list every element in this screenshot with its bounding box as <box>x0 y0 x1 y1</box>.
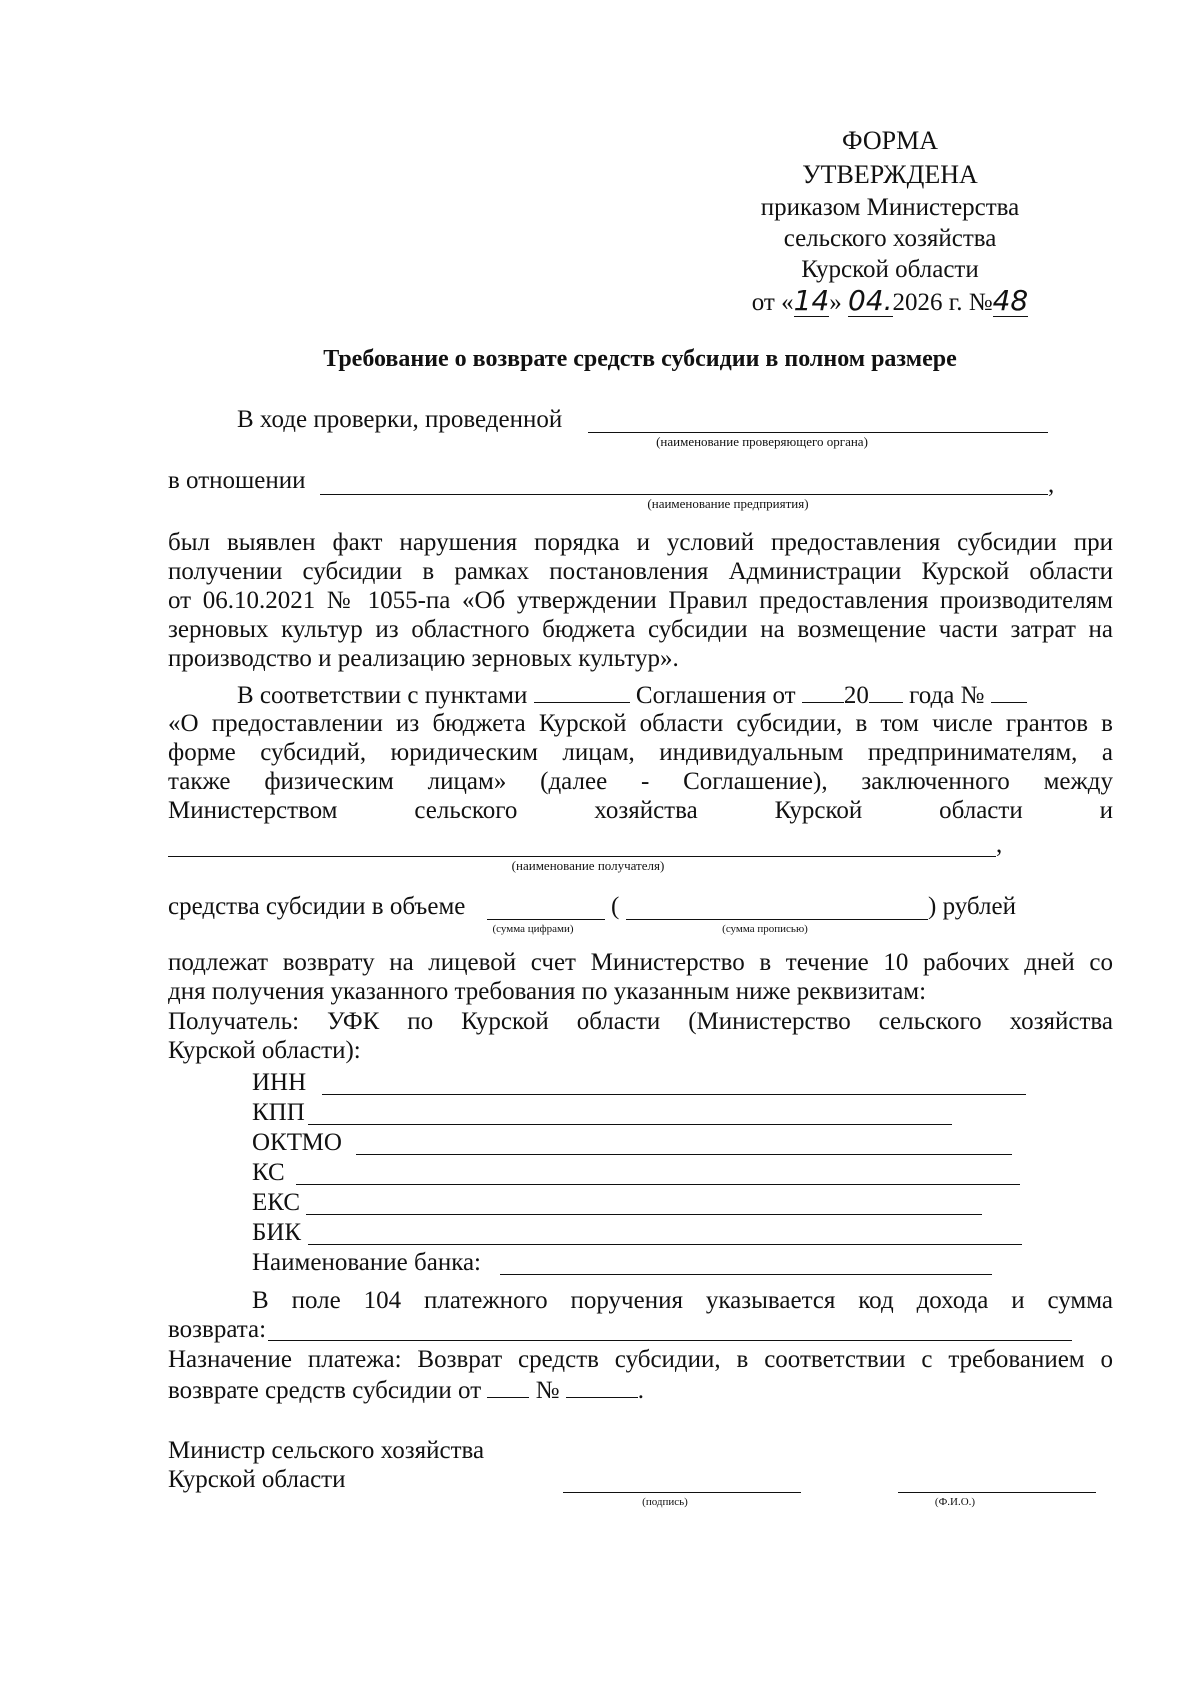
order-month: 04. <box>848 284 893 317</box>
document-title: Требование о возврате средств субсидии в полном размере <box>323 346 957 372</box>
amount-open-paren: ( <box>611 893 620 920</box>
signatory-line-2: Курской области <box>168 1466 346 1493</box>
relation-comma: , <box>1048 471 1055 498</box>
recipient-comma: , <box>996 831 1003 858</box>
paragraph1-line-4: зерновых культур из областного бюджета субсидии на возмещение части затрат на <box>168 616 1113 643</box>
bank-field[interactable] <box>500 1274 992 1275</box>
signature-field[interactable] <box>563 1492 801 1493</box>
ks-field[interactable] <box>296 1184 1020 1185</box>
approval-block <box>720 124 1060 318</box>
enterprise-field[interactable] <box>320 494 1048 495</box>
amount-currency: ) рублей <box>928 893 1016 920</box>
recipient-caption: (наименование получателя) <box>511 858 665 873</box>
paragraph2-line-1: В соответствии с пунктами Соглашения от 20 года № <box>237 680 1027 710</box>
paragraph3-line-3: Получатель: УФК по Курской области (Министерство сельского хозяйства <box>168 1008 1113 1035</box>
form-label: ФОРМА <box>842 126 938 155</box>
oktmo-label: ОКТМО <box>252 1129 342 1156</box>
signature-caption: (подпись) <box>642 1496 688 1508</box>
amount-label: средства субсидии в объеме <box>168 893 466 920</box>
amount-digits-field[interactable] <box>487 919 605 920</box>
paragraph3-line-4: Курской области): <box>168 1037 361 1064</box>
eks-label: ЕКС <box>252 1189 300 1216</box>
requirement-number-field[interactable] <box>566 1375 638 1398</box>
agreement-year-field[interactable] <box>869 680 903 703</box>
paragraph1-line-2: получении субсидии в рамках постановления Администрации Курской области <box>168 558 1113 585</box>
order-line-3: Курской области <box>801 256 979 283</box>
approved-label: УТВЕРЖДЕНА <box>802 160 978 189</box>
amount-digits-caption: (сумма цифрами) <box>492 923 574 935</box>
eks-field[interactable] <box>306 1214 982 1215</box>
bik-label: БИК <box>252 1219 302 1246</box>
paragraph3-line-2: дня получения указанного требования по указанным ниже реквизитам: <box>168 978 927 1005</box>
inspecting-body-field[interactable] <box>588 432 1048 433</box>
field104-line-2: возврата: <box>168 1316 267 1343</box>
order-line-1: приказом Министерства <box>760 194 1020 221</box>
return-amount-field[interactable] <box>268 1340 1072 1341</box>
inspecting-body-caption: (наименование проверяющего органа) <box>656 434 868 449</box>
purpose-line-1: Назначение платежа: Возврат средств субсидии, в соответствии с требованием о <box>168 1346 1113 1373</box>
relation-label: в отношении <box>168 467 306 494</box>
paragraph1-line-5: производство и реализацию зерновых культур». <box>168 645 679 672</box>
amount-words-field[interactable] <box>626 919 928 920</box>
check-intro: В ходе проверки, проведенной <box>237 406 563 433</box>
bank-label: Наименование банка: <box>252 1249 482 1276</box>
ks-label: КС <box>252 1159 285 1186</box>
paragraph2-line-3: форме субсидий, юридическим лицам, индивидуальным предпринимателям, а <box>168 739 1113 766</box>
full-name-caption: (Ф.И.О.) <box>934 1496 976 1508</box>
signatory-line-1: Министр сельского хозяйства <box>168 1437 485 1464</box>
paragraph2-line-4: также физическим лицам» (далее - Соглашение), заключенного между <box>168 768 1113 795</box>
amount-words-caption: (сумма прописью) <box>722 923 808 935</box>
purpose-line-2: возврате средств субсидии от № . <box>168 1377 645 1404</box>
kpp-label: КПП <box>252 1099 305 1126</box>
paragraph2-line-5: Министерством сельского хозяйства Курской области и <box>168 797 1113 824</box>
full-name-field[interactable] <box>898 1492 1096 1493</box>
inn-label: ИНН <box>252 1069 307 1096</box>
paragraph1-line-1: был выявлен факт нарушения порядка и условий предоставления субсидии при <box>168 529 1113 556</box>
requirement-date-field[interactable] <box>487 1375 529 1398</box>
order-line-2: сельского хозяйства <box>783 225 997 252</box>
field104-line-1: В поле 104 платежного поручения указывается код дохода и сумма <box>252 1287 1113 1314</box>
recipient-field[interactable] <box>168 856 996 857</box>
kpp-field[interactable] <box>308 1124 952 1125</box>
paragraph2-line-2: «О предоставлении из бюджета Курской области субсидии, в том числе грантов в <box>168 710 1113 737</box>
order-number: 48 <box>992 284 1029 317</box>
agreement-day-field[interactable] <box>802 680 844 703</box>
enterprise-caption: (наименование предприятия) <box>647 496 809 511</box>
oktmo-field[interactable] <box>356 1154 1012 1155</box>
order-date: от «14» 04.2026 г. №48 <box>751 284 1029 317</box>
clauses-field[interactable] <box>534 680 630 703</box>
paragraph1-line-3: от 06.10.2021 № 1055-па «Об утверждении Правил предоставления производителям <box>168 587 1113 614</box>
order-day: 14 <box>793 284 830 317</box>
inn-field[interactable] <box>322 1094 1026 1095</box>
paragraph3-line-1: подлежат возврату на лицевой счет Министерство в течение 10 рабочих дней со <box>168 949 1113 976</box>
agreement-number-field[interactable] <box>991 680 1027 703</box>
bik-field[interactable] <box>308 1244 1022 1245</box>
